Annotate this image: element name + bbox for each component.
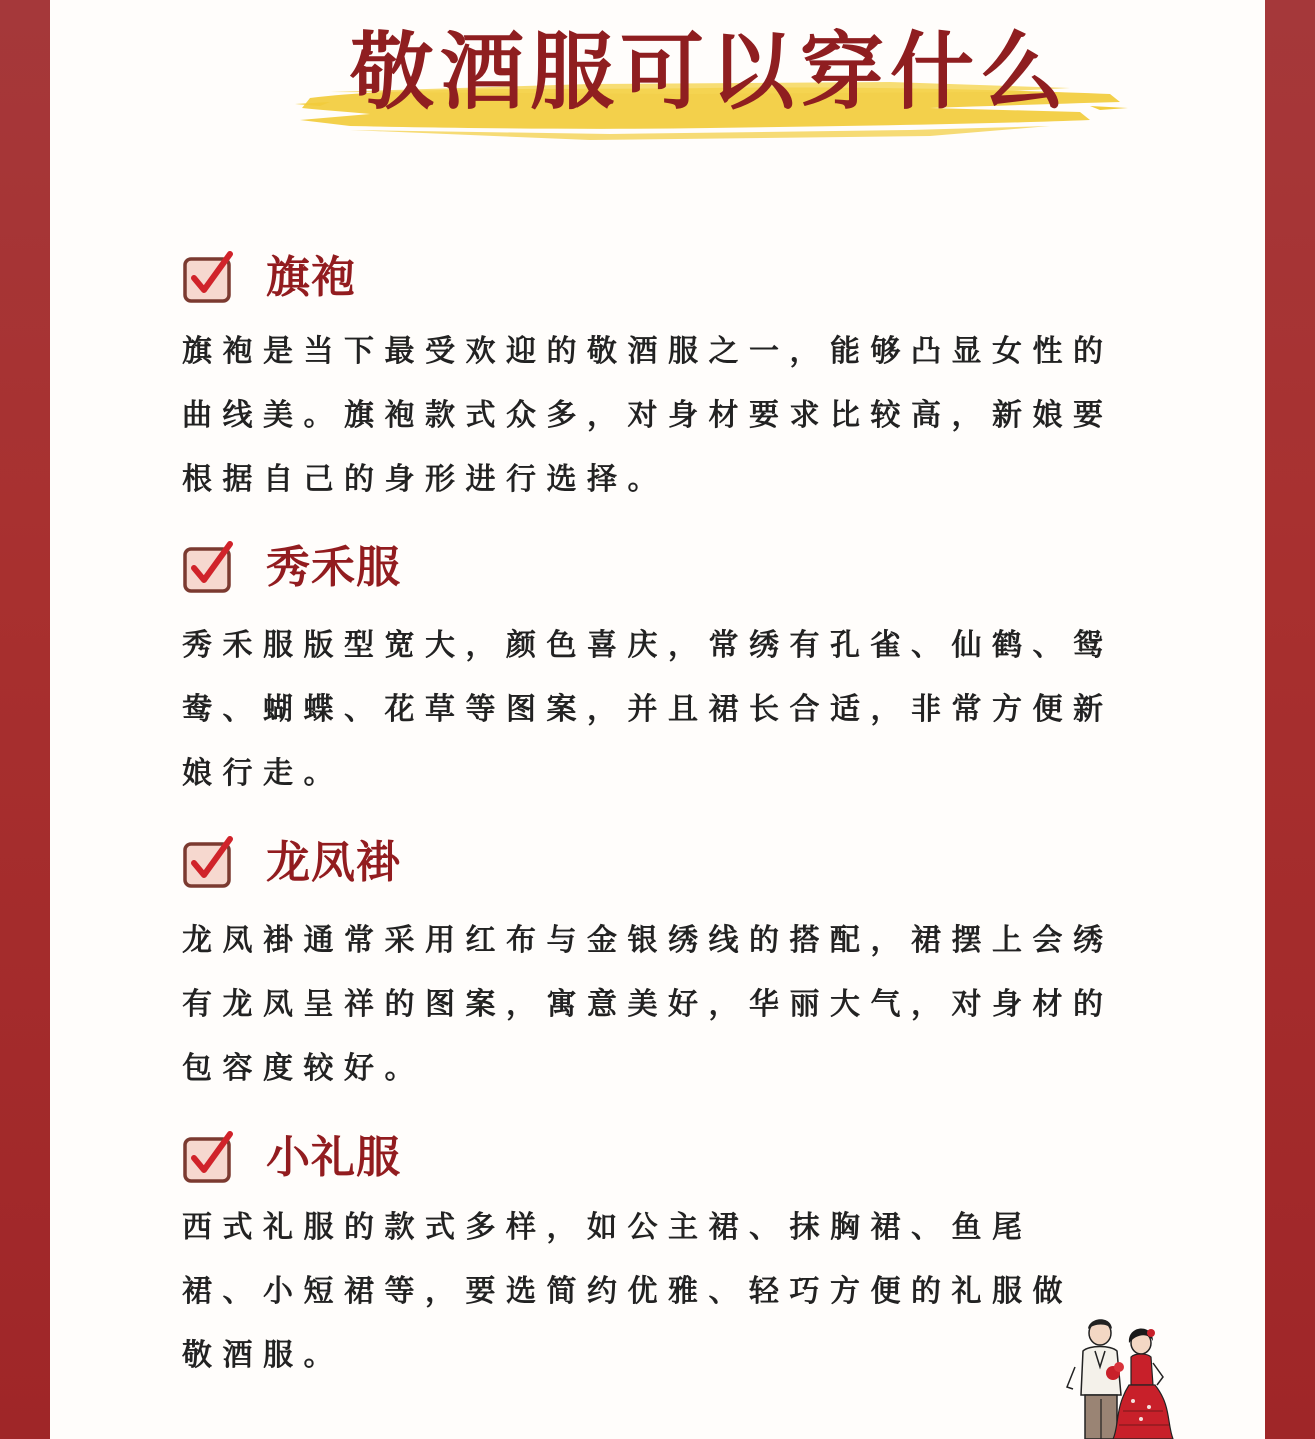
- section-qipao: [182, 250, 1142, 497]
- wedding-couple-illustration: [1045, 1315, 1175, 1439]
- section-xiuhe: [182, 540, 1142, 791]
- page-title: 敬酒服可以穿什么: [349, 23, 1070, 121]
- checkbox-checked-icon: [182, 835, 238, 891]
- section-header: [182, 835, 1142, 895]
- section-longfeng: [182, 835, 1142, 1086]
- content-card: [50, 0, 1265, 1439]
- checkbox-checked-icon: [182, 540, 238, 596]
- right-border: [1265, 0, 1315, 1439]
- section-heading: 秀禾服: [266, 542, 401, 593]
- section-heading: 小礼服: [266, 1132, 401, 1183]
- checkbox-checked-icon: [182, 250, 238, 306]
- section-description: 旗袍是当下最受欢迎的敬酒服之一，能够凸显女性的曲线美。旗袍款式众多，对身材要求比较高，新娘要根据自己的身形进行选择。: [182, 334, 1114, 497]
- title-area: [290, 10, 1130, 150]
- section-description: 秀禾服版型宽大，颜色喜庆，常绣有孔雀、仙鹤、鸳鸯、蝴蝶、花草等图案，并且裙长合适，非常方便新娘行走。: [182, 628, 1114, 791]
- left-border: [0, 0, 50, 1439]
- section-header: [182, 1130, 1142, 1190]
- section-header: [182, 540, 1142, 600]
- section-heading: 旗袍: [266, 252, 356, 303]
- section-description: 西式礼服的款式多样，如公主裙、抹胸裙、鱼尾裙、小短裙等，要选简约优雅、轻巧方便的礼服做敬酒服。: [182, 1210, 1073, 1373]
- section-heading: 龙凤褂: [266, 837, 401, 888]
- section-small-dress: [182, 1130, 1142, 1373]
- section-description: 龙凤褂通常采用红布与金银绣线的搭配，裙摆上会绣有龙凤呈祥的图案，寓意美好，华丽大气，对身材的包容度较好。: [182, 923, 1114, 1086]
- checkbox-checked-icon: [182, 1130, 238, 1186]
- section-header: [182, 250, 1142, 310]
